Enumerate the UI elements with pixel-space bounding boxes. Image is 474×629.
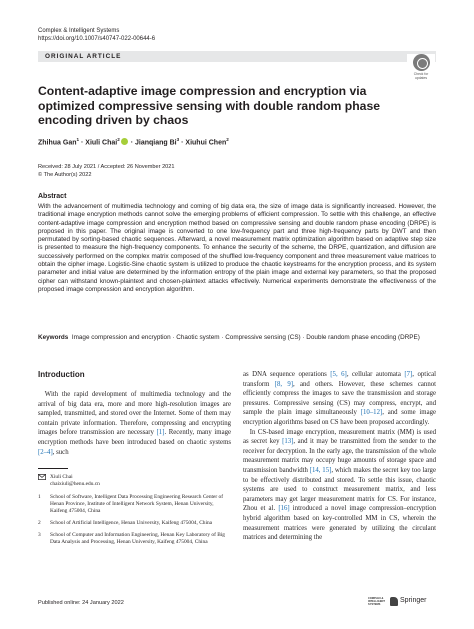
affiliation: 1 School of Software, Intelligent Data Processing Engineering Research Center of Henan Province, Institute of Intelligent Network System, Henan University, Kaifeng 475004, China bbox=[38, 494, 224, 514]
body-paragraph: With the rapid development of multimedia technology and the arrival of big data era, more and more high-resolution images are sampled, transmitted, and stored over the Internet. Some of them may contain private information. Therefore, compressing and encrypting images before transmission are necessary [1]. Recently, many image encryption methods have been introduced based on chaotic systems [2–4], such bbox=[38, 391, 231, 456]
citation-link[interactable]: [7] bbox=[404, 371, 413, 378]
publisher-logo bbox=[368, 596, 438, 608]
affiliation: 2 School of Artificial Intelligence, Henan University, Kaifeng 475004, China bbox=[38, 520, 213, 526]
corresponding-author-name: Xiuli Chai bbox=[50, 474, 73, 480]
envelope-icon bbox=[38, 474, 50, 488]
footnote-rule bbox=[38, 468, 68, 469]
introduction-heading: Introduction bbox=[38, 370, 85, 379]
doi-link[interactable]: https://doi.org/10.1007/s40747-022-00644-6 bbox=[38, 36, 156, 42]
corresponding-author-block bbox=[38, 474, 231, 551]
author-name[interactable]: Zhihua Gan bbox=[38, 139, 77, 147]
check-for-updates-button[interactable]: Check for updates bbox=[407, 54, 435, 82]
citation-link[interactable]: [10–12] bbox=[360, 409, 383, 417]
abstract-text: With the advancement of multimedia technology and coming of big data era, the size of image data is significantly increased. However, the traditional image encryption methods cannot solve the emerging problems of efficient compression. To settle with this challenge, an effective content-adaptive image compression and encryption method based on compressive sensing and double random phase encoding (DRPE) is proposed in this paper. The original image is converted to one low-frequency part and three high-frequency parts by DWT and then permutated by sorting-based chaotic sequences. Afterward, a novel measurement matrix optimization algorithm based on adaptive step size is presented to measure the high-frequency components. To enhance the security of the scheme, the DRPE, quantization, and diffusion are successively performed on the complex matrix composed of the shuffled low-frequency component and three measurement value matrices to obtain the cipher image. Logistic-Sine chaotic system is utilized to produce the chaotic keystreams for the encryption process, and its system parameter and initial value are determined by the information entropy of the plain image and external key parameters, so that the proposed cipher can withstand known-plaintext and chosen-plaintext attacks effectively. Numerical experiments demonstrate the effectiveness of the proposed image compression and encryption algorithm. bbox=[38, 203, 436, 293]
author-name[interactable]: Xiuhui Chen bbox=[185, 139, 227, 147]
received-accepted: Received: 28 July 2021 / Accepted: 26 November 2021 bbox=[38, 164, 175, 170]
right-column bbox=[243, 370, 436, 543]
crossmark-icon bbox=[413, 54, 430, 71]
keywords bbox=[38, 334, 436, 342]
springer-horse-icon bbox=[390, 597, 398, 606]
article-type-label: ORIGINAL ARTICLE bbox=[45, 53, 122, 60]
left-column bbox=[38, 370, 231, 457]
article-dates bbox=[38, 164, 175, 179]
citation-link[interactable]: [8, 9] bbox=[274, 380, 294, 388]
keywords-label: Keywords bbox=[38, 334, 69, 341]
article-title: Content-adaptive image compression and encryption via optimized compressive sensing with double random phase encoding driven by chaos bbox=[38, 84, 380, 127]
abstract-heading: Abstract bbox=[38, 193, 67, 200]
author-name[interactable]: Jianqiang Bi bbox=[135, 139, 177, 147]
citation-link[interactable]: [16] bbox=[278, 505, 290, 513]
copyright: © The Author(s) 2022 bbox=[38, 171, 92, 178]
author-list: Zhihua Gan$^1$ · Xiuli Chai$^2$ · Jianqiang $Bi^3$ · Xiuhui Chen$^2$ bbox=[38, 137, 229, 147]
journal-header bbox=[38, 27, 155, 43]
citation-link[interactable]: [5, 6] bbox=[330, 371, 347, 378]
citation-link[interactable]: [14, 15] bbox=[309, 466, 332, 474]
published-date: Published online: 24 January 2022 bbox=[38, 600, 124, 606]
keywords-text: Image compression and encryption · Chaotic system · Compressive sensing (CS) · Double random phase encoding (DRPE) bbox=[71, 334, 420, 341]
publisher-name: Springer bbox=[400, 597, 427, 604]
journal-name: Complex & Intelligent Systems bbox=[38, 28, 120, 34]
journal-logo-text: COMPLEX & INTELLIGENT SYSTEMS bbox=[368, 597, 386, 606]
citation-link[interactable]: [13] bbox=[282, 438, 294, 446]
orcid-icon[interactable] bbox=[121, 138, 128, 145]
citation-link[interactable]: [1] bbox=[156, 429, 165, 437]
affiliation: 3 School of Computer and Information Engineering, Henan Key Laboratory of Big Data Analysis and Processing, Henan University, Kaifeng 475004, China bbox=[38, 532, 226, 545]
corresponding-author-email[interactable]: chaixiuli@henu.edu.cn bbox=[50, 481, 100, 487]
article-type-banner bbox=[38, 51, 436, 62]
body-paragraph: as DNA sequence operations [5, 6], cellular automata [7], optical transform [8, 9], and others. However, these schemes cannot efficiently compress the images to save the transmission and storage pressures. Compressive sensing (CS) may compress, encrypt, and sample the plain image simultaneously [10–12], and some image encryption algorithms based on CS have been proposed accordingly. bbox=[243, 371, 437, 426]
citation-link[interactable]: [2–4] bbox=[38, 448, 53, 456]
body-paragraph: In CS-based image encryption, measurement matrix (MM) is used as secret key [13], and it may be transmitted from the sender to the receiver for decryption. In the early age, the transmission of the whole measurement matrix may occupy huge amounts of storage space and transmission bandwidth [14, 15], which makes the secret key too large to be effectively distributed and stored. To settle this issue, chaotic systems are used to construct measurement matrix, and less parameters may get larger measurement matrix for CS. For instance, Zhou et al. [16] introduced a novel image compression–encryption hybrid algorithm based on key-controlled MM in CS, wherein the measurement matrices were generated by utilizing the circulant matrices and determining the bbox=[243, 428, 437, 542]
author-name[interactable]: Xiuli Chai bbox=[85, 139, 118, 147]
